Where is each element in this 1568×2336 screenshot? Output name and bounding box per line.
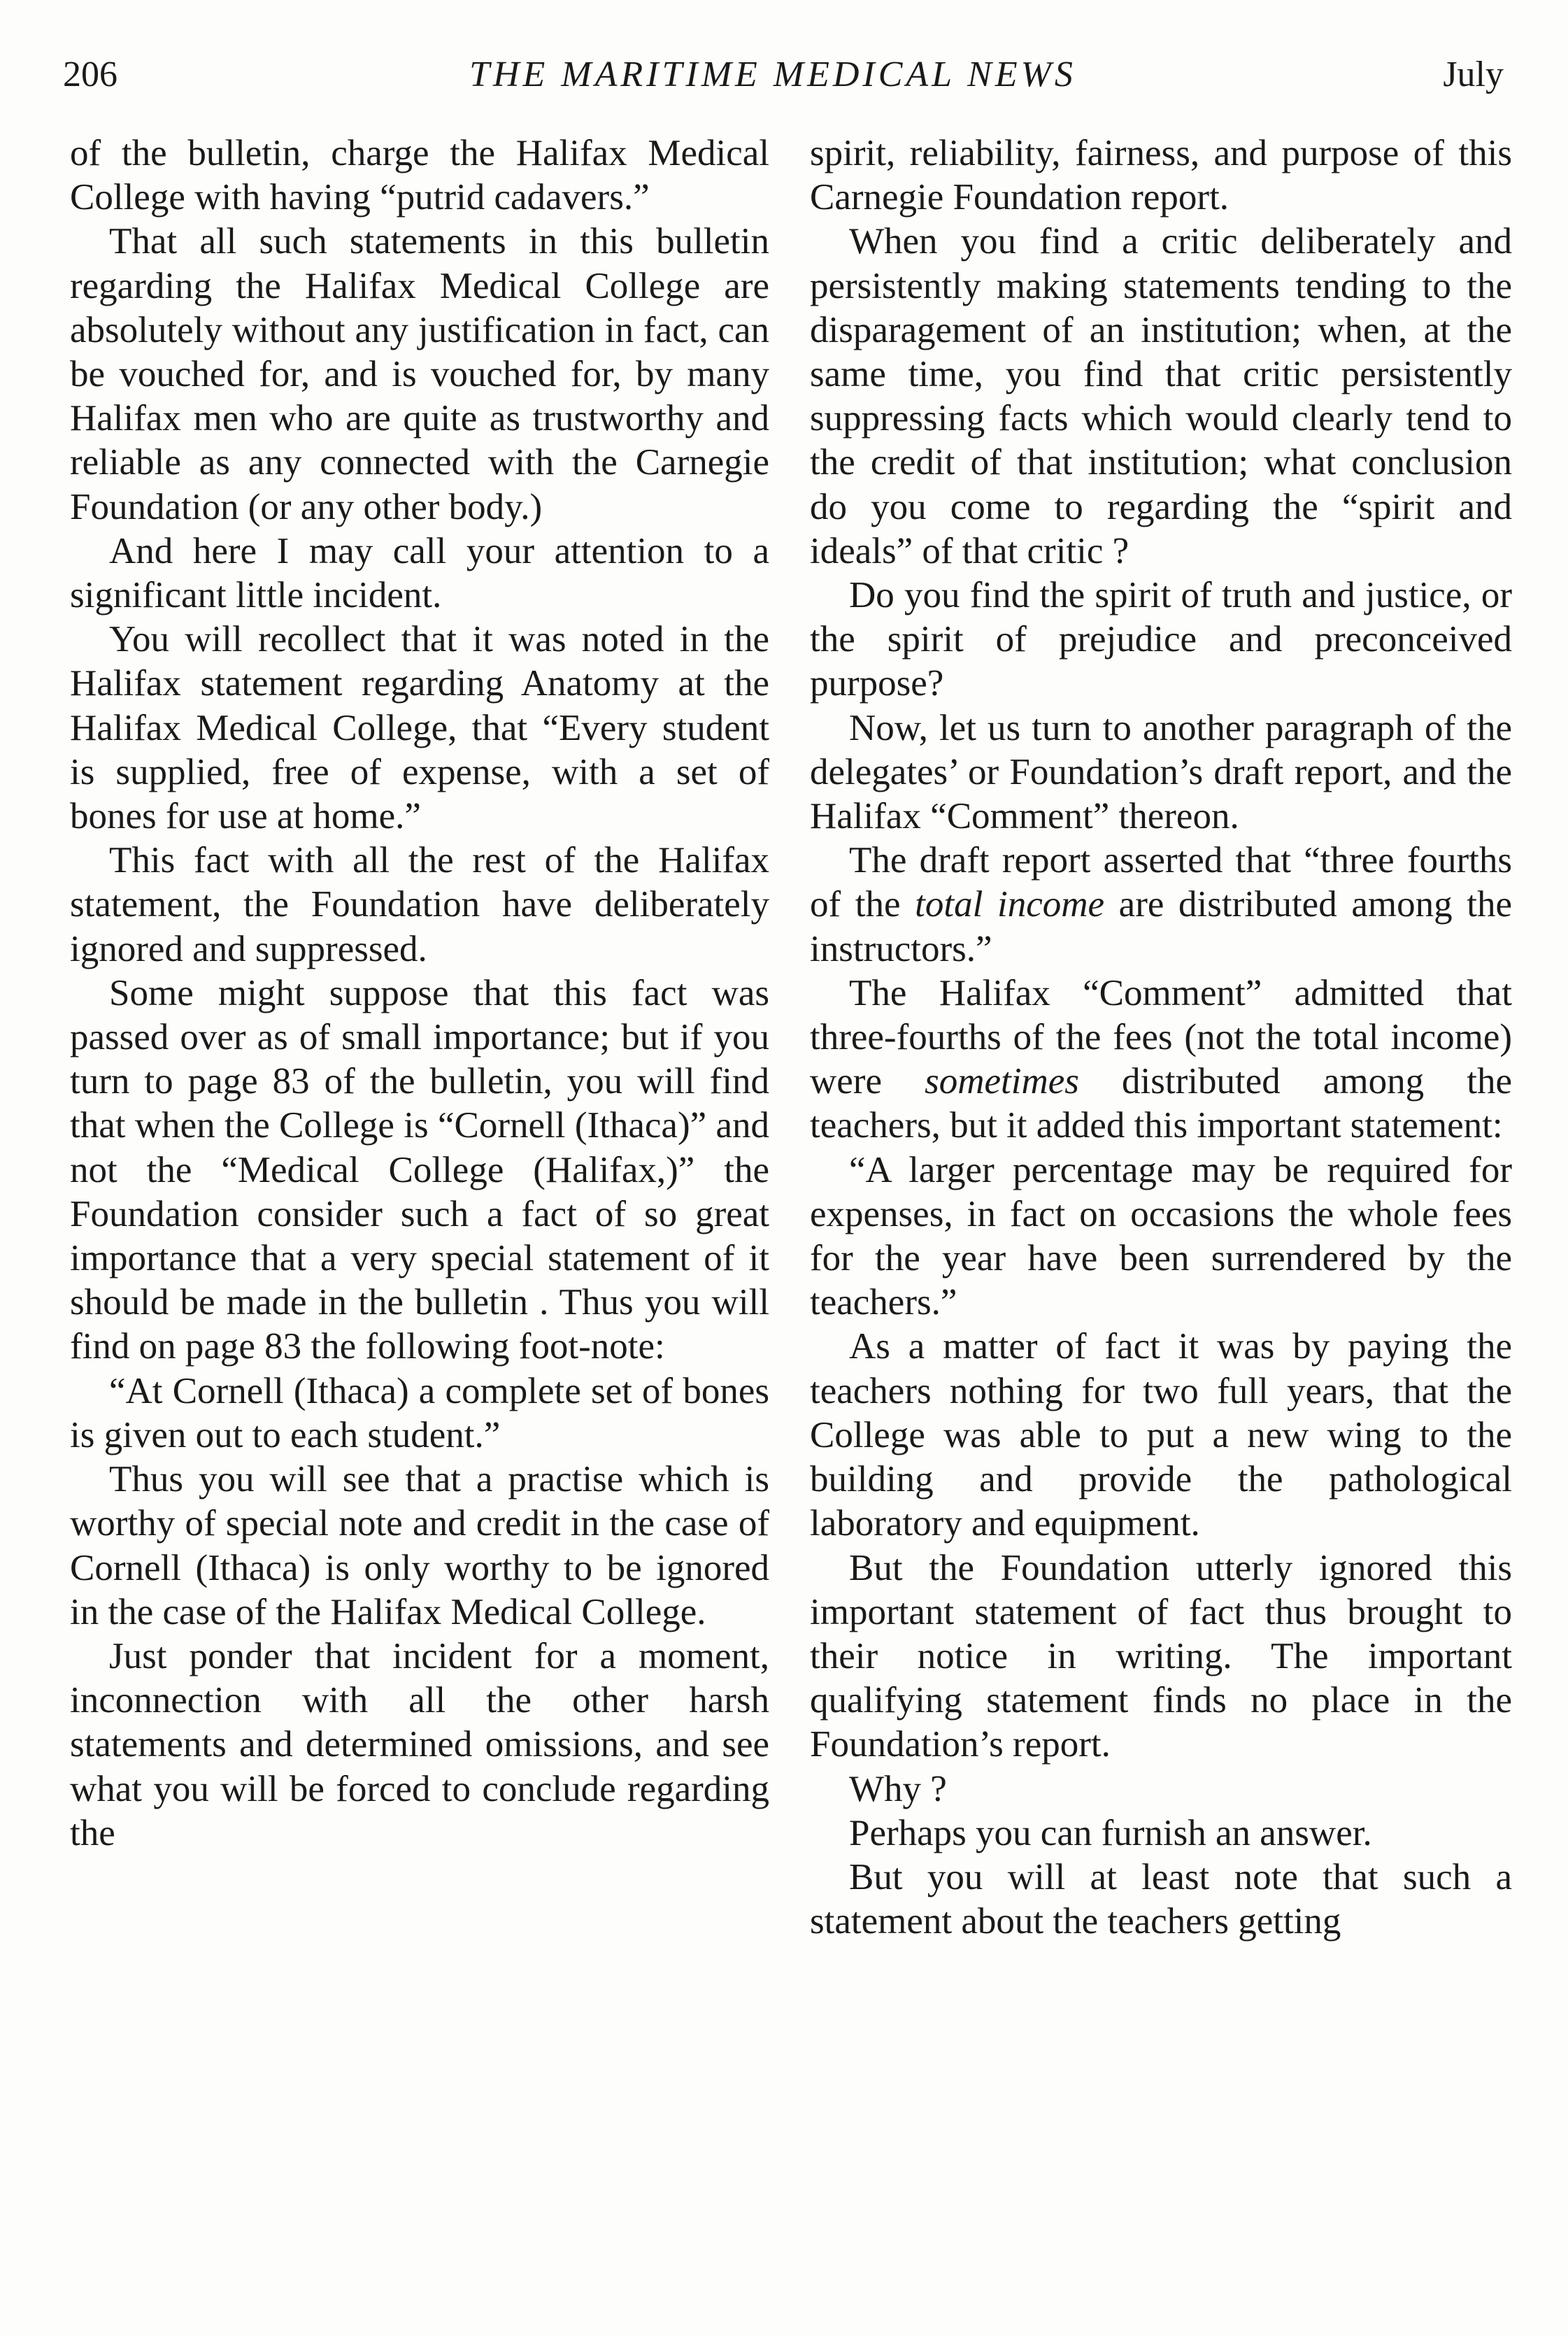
paragraph: When you find a critic deliberately and persistently making statements tending to the disparagement of an institution; when, at the same time, you find that critic persistently suppressing facts which would clearly tend to the credit of that institution; what conclusion do you come to regarding the “spirit and ideals” of that critic ? [810,221,1512,571]
paragraph: Some might suppose that this fact was passed over as of small importance; but if you turn to page 83 of the bulletin, you will find that when the College is “Cornell (Ithaca)” and not the “Medical College (Halifax,)” the Foundation consider such a fact of so great importance that a very special statement of it should be made in the bulletin . Thus you will find on page 83 the following foot-note: [70,972,769,1367]
paragraph: of the bulletin, charge the Halifax Medical College with having “putrid cadavers.” [70,133,769,218]
text-run: The draft report asserted that “three fourths of the [810,840,1512,925]
paragraph: As a matter of fact it was by paying the teachers nothing for two full years, that the College was able to put a new wing to the building and provide the pathological laboratory and equipment. [810,1326,1512,1544]
italic-emphasis: total income [915,884,1105,925]
issue-month: July [1443,55,1504,94]
paragraph: Do you find the spirit of truth and justice, or the spirit of prejudice and preconceived purpose? [810,575,1512,704]
paragraph: That all such statements in this bulletin regarding the Halifax Medical College are absolutely without any justification in fact, can be vouched for, and is vouched for, by many Halifax men who are quite as trustworthy and reliable as any connected with the Carnegie Foundation (or any other body.) [70,221,769,527]
paragraph: Why ? [849,1768,947,1809]
paragraph: And here I may call your attention to a significant little incident. [70,530,769,616]
text-run: The Halifax “Comment” admitted that three-fourths of the fees (not the total income) were [810,972,1512,1102]
text-run: are distributed among the instructors.” [810,884,1512,969]
paragraph: But the Foundation utterly ignored this important statement of fact thus brought to their notice in writing. The important qualifying statement finds no place in the Foundation’s report. [810,1547,1512,1765]
paragraph: You will recollect that it was noted in the Halifax statement regarding Anatomy at the Halifax Medical College, that “Every student is supplied, free of expense, with a set of bones for use at home.” [70,619,769,837]
quoted-footnote: “At Cornell (Ithaca) a complete set of bones is given out to each student.” [70,1370,769,1455]
paragraph: Now, let us turn to another paragraph of the delegates’ or Foundation’s draft report, and the Halifax “Comment” thereon. [810,707,1512,837]
paragraph: Thus you will see that a practise which is worthy of special note and credit in the case of Cornell (Ithaca) is only worthy to be ignored in the case of the Halifax Medical College. [70,1459,769,1632]
right-column [810,131,1512,1944]
paragraph [810,839,1512,971]
paragraph: spirit, reliability, fairness, and purpose of this Carnegie Foundation report. [810,133,1512,218]
page-number: 206 [63,55,117,94]
paragraph: Just ponder that incident for a moment, inconnection with all the other harsh statements and determined omissions, and see what you will be forced to conclude regarding the [70,1635,769,1853]
text-run: distributed among the teachers, but it added this important statement: [810,1061,1512,1146]
left-column [70,131,769,1856]
quoted-statement: “A larger percentage may be required for expenses, in fact on occasions the whole fees for the year have been surrendered by the teachers.” [810,1149,1512,1323]
paragraph: Perhaps you can furnish an answer. [849,1812,1372,1853]
paragraph [810,971,1512,1148]
paragraph: This fact with all the rest of the Halifax statement, the Foundation have deliberately ignored and suppressed. [70,840,769,969]
paragraph: But you will at least note that such a statement about the teachers getting [810,1856,1512,1942]
italic-emphasis: sometimes [925,1061,1079,1102]
journal-title: THE MARITIME MEDICAL NEWS [469,55,1076,94]
running-header [42,43,1504,106]
